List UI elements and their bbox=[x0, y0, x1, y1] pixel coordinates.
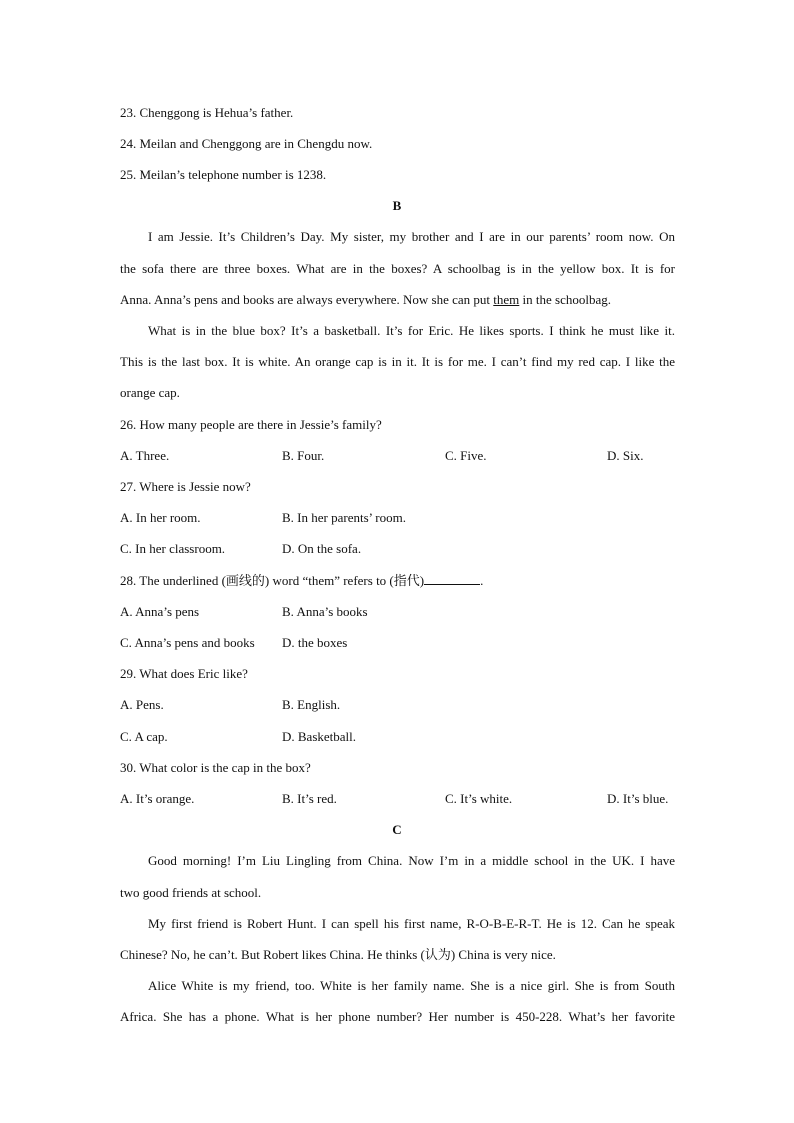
question-28-end: . bbox=[480, 573, 484, 588]
option-b: B. In her parents’ room. bbox=[282, 510, 406, 525]
passage-c-line: Good morning! I’m Liu Lingling from China. Now I’m in a middle school in the UK. I have bbox=[148, 853, 675, 868]
passage-text: in the schoolbag. bbox=[519, 292, 611, 307]
option-c: C. In her classroom. bbox=[120, 541, 226, 556]
question-24: 24. Meilan and Chenggong are in Chengdu now. bbox=[120, 136, 373, 151]
section-b-heading: B bbox=[392, 198, 402, 213]
question-26: 26. How many people are there in Jessie’s family? bbox=[120, 417, 382, 432]
passage-b-line: I am Jessie. It’s Children’s Day. My sister, my brother and I are in our parents’ room now. On bbox=[148, 229, 675, 244]
passage-c-line: two good friends at school. bbox=[120, 885, 262, 900]
option-a: A. Anna’s pens bbox=[120, 604, 200, 619]
passage-c-line: Alice White is my friend, too. White is her family name. She is a nice girl. She is from South bbox=[148, 978, 675, 993]
question-29: 29. What does Eric like? bbox=[120, 666, 248, 681]
passage-text: Anna. Anna’s pens and books are always everywhere. Now she can put bbox=[120, 292, 494, 307]
option-b: B. Four. bbox=[282, 448, 325, 463]
option-d: D. Basketball. bbox=[282, 729, 357, 744]
question-28 bbox=[120, 572, 675, 590]
underlined-word-them: them bbox=[493, 292, 520, 307]
option-a: A. In her room. bbox=[120, 510, 201, 525]
question-23: 23. Chenggong is Hehua’s father. bbox=[120, 105, 294, 120]
option-c: C. It’s white. bbox=[445, 791, 513, 806]
passage-c-line: Africa. She has a phone. What is her phone number? Her number is 450-228. What’s her favorite bbox=[120, 1009, 675, 1024]
question-30: 30. What color is the cap in the box? bbox=[120, 760, 311, 775]
answer-blank bbox=[424, 572, 480, 585]
option-b: B. English. bbox=[282, 697, 341, 712]
section-c-heading: C bbox=[392, 822, 402, 837]
passage-b-line: the sofa there are three boxes. What are in the boxes? A schoolbag is in the yellow box. It is for bbox=[120, 261, 675, 276]
question-25: 25. Meilan’s telephone number is 1238. bbox=[120, 167, 327, 182]
option-d: D. Six. bbox=[607, 448, 644, 463]
option-d: D. It’s blue. bbox=[607, 791, 669, 806]
passage-b-line: This is the last box. It is white. An orange cap is in it. It is for me. I can’t find my red cap. I like the bbox=[120, 354, 675, 369]
option-c: C. Anna’s pens and books bbox=[120, 635, 255, 650]
passage-c-line: Chinese? No, he can’t. But Robert likes China. He thinks (认为) China is very nice. bbox=[120, 947, 556, 962]
option-b: B. Anna’s books bbox=[282, 604, 368, 619]
question-28-text: 28. The underlined (画线的) word “them” refers to (指代) bbox=[120, 573, 425, 588]
passage-b-line: What is in the blue box? It’s a basketball. It’s for Eric. He likes sports. I think he must like it. bbox=[148, 323, 675, 338]
option-a: A. It’s orange. bbox=[120, 791, 195, 806]
question-27: 27. Where is Jessie now? bbox=[120, 479, 251, 494]
passage-b-line: orange cap. bbox=[120, 385, 180, 400]
option-a: A. Three. bbox=[120, 448, 170, 463]
option-d: D. On the sofa. bbox=[282, 541, 362, 556]
option-d: D. the boxes bbox=[282, 635, 348, 650]
passage-b-line bbox=[120, 291, 675, 309]
option-c: C. A cap. bbox=[120, 729, 168, 744]
option-a: A. Pens. bbox=[120, 697, 164, 712]
option-b: B. It’s red. bbox=[282, 791, 337, 806]
option-c: C. Five. bbox=[445, 448, 487, 463]
passage-c-line: My first friend is Robert Hunt. I can spell his first name, R-O-B-E-R-T. He is 12. Can he speak bbox=[148, 916, 675, 931]
